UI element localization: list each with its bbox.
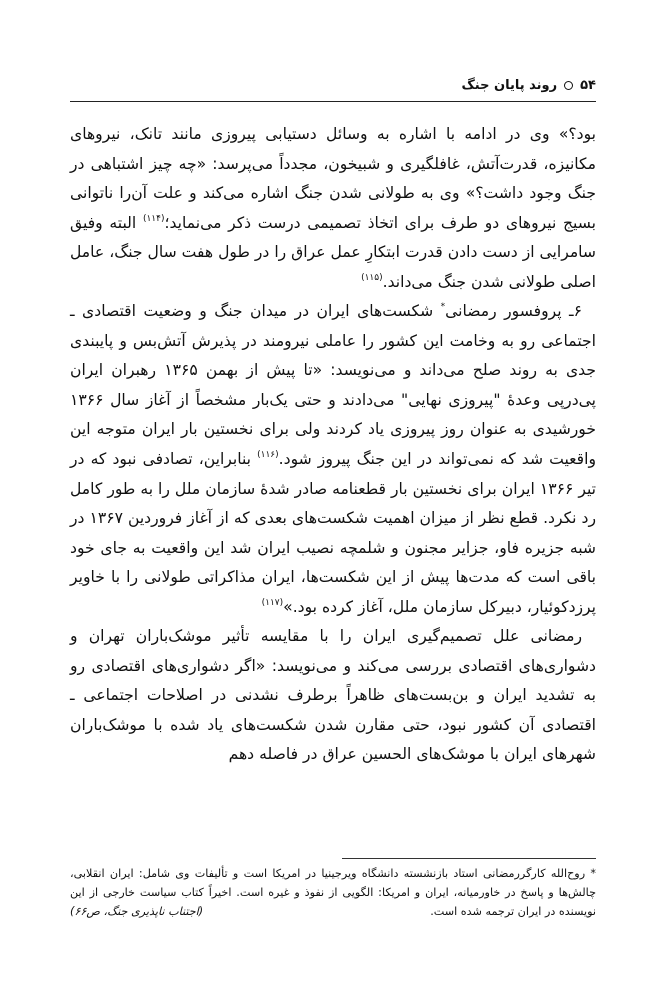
paragraph-1-text-b: البته وفیق سامرایی از دست دادن قدرت ابتکارِ عمل عراق را در طول هفت سال جنگ، عامل اصلی طولانی شدن جنگ می‌داند. [70, 213, 596, 291]
footnote-rule [342, 858, 596, 859]
header-rule [70, 101, 596, 102]
reference-116: (۱۱۶) [257, 450, 279, 461]
footnote-source: (اجتناب ناپذیری جنگ، ص۶۶) [70, 905, 204, 918]
page-number: ۵۴ [580, 78, 596, 93]
reference-117: (۱۱۷) [261, 597, 284, 608]
reference-115: (۱۱۵) [361, 272, 383, 283]
running-title: روند پایان جنگ [461, 78, 558, 93]
paragraph-1 [70, 120, 596, 297]
footnote-text: * روح‌الله کارگررمضانی استاد بازنشسته دانشگاه ویرجینیا در امریکا است و تألیفات وی شامل: ایران انقلابی، چالش‌ها و پاسخ در خاورمیانه، ایران و امریکا: الگویی از نفوذ و غیره است. اخیراً کتاب سیاست خارجی از این نویسنده در ایران ترجمه شده است. [70, 867, 596, 918]
circle-bullet-icon [564, 81, 573, 90]
footnote [70, 864, 596, 921]
paragraph-2 [70, 297, 596, 622]
paragraph-1-text-a: بود؟» وی در ادامه با اشاره به وسائل دستیابی پیروزی مانند تانک، نیروهای مکانیزه، قدرت‌آتش، غافلگیری و شبیخون، مجدداً می‌پرسد: «چه چیز اشتباهی در جنگ وجود داشت؟» وی به طولانی شدن جنگ اشاره می‌کند و علت آن‌را ناتوانی بسیج نیروهای دو طرف برای اتخاذ تصمیمی درست ذکر می‌نماید؛ [70, 125, 596, 232]
paragraph-2-text-c: بنابراین، تصادفی نبود که در تیر ۱۳۶۶ ایران برای نخستین بار قطعنامه صادر شدهٔ سازمان ملل را به طور کامل رد نکرد. قطع نظر از میزان اهمیت شکست‌های بعدی که از آغاز فروردین ۱۳۶۷ در شبه جزیره فاو، جزایر مجنون و شلمچه نصیب ایران شد این واقعیت به جای خود باقی است که مدت‌ها پیش از این شکست‌ها، ایران مذاکراتی طولانی را با خاویر پرزدکوئیار، دبیرکل سازمان ملل، آغاز کرده بود.» [70, 450, 597, 616]
body-text [70, 120, 596, 770]
footnote-star-ref: * [440, 302, 446, 313]
reference-114: (۱۱۴) [142, 213, 165, 224]
page-header [70, 78, 596, 100]
paragraph-2-text-b: شکست‌های ایران در میدان جنگ و وضعیت اقتصادی ـ اجتماعی رو به وخامت این کشور را عاملی نیرومند در پذیرش آتش‌بس و پایبندی جدی به روند صلح می‌داند و می‌نویسد: «تا پیش از بهمن ۱۳۶۵ رهبران ایران پی‌درپی وعدهٔ "پیروزی نهایی" می‌دادند و حتی یک‌بار مشخصاً از آغاز سال ۱۳۶۶ خورشیدی به عنوان روز پیروزی یاد کردند ولی برای نخستین بار ایران متوجه این واقعیت شد که نمی‌تواند در این جنگ پیروز شود. [70, 302, 597, 469]
paragraph-2-text-a: ۶ـ پروفسور رمضانی [445, 302, 582, 321]
paragraph-3: رمضانی علل تصمیم‌گیری ایران را با مقایسه تأثیر موشک‌باران تهران و دشواری‌های اقتصادی بررسی می‌کند و می‌نویسد: «اگر دشواری‌های اقتصادی رو به تشدید ایران و بن‌بست‌های ظاهراً برطرف نشدنی در اصلاحات اجتماعی ـ اقتصادی آن کشور نبود، حتی مقارن شدن شکست‌های یاد شده با موشک‌باران شهرهای ایران با موشک‌های الحسین عراق در فاصله دهم [70, 627, 596, 764]
